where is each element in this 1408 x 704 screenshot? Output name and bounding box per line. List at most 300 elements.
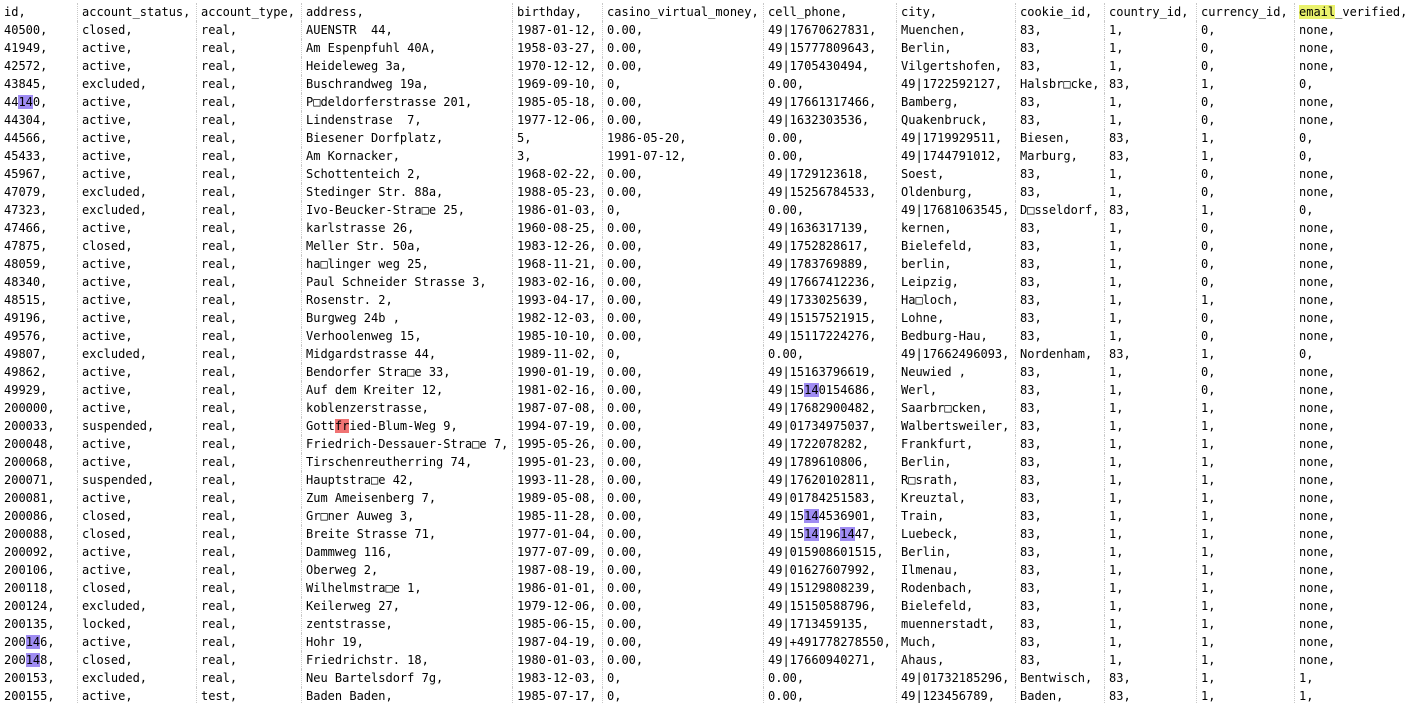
cell-col-10[interactable]: 0,	[1196, 255, 1294, 273]
cell-col-6[interactable]: 49|17660940271,	[763, 651, 896, 669]
cell-col-3[interactable]: Dammweg 116,	[301, 543, 512, 561]
cell-col-11[interactable]: 0,	[1294, 345, 1408, 363]
cell-col-1[interactable]: active,	[77, 309, 196, 327]
cell-col-1[interactable]: suspended,	[77, 417, 196, 435]
cell-col-6[interactable]: 0.00,	[763, 687, 896, 704]
cell-col-0[interactable]: 43845,	[4, 77, 48, 91]
cell-col-10[interactable]: 1,	[1196, 525, 1294, 543]
cell-col-9[interactable]: 83,	[1104, 201, 1196, 219]
cell-col-10[interactable]: 1,	[1196, 147, 1294, 165]
cell-col-5[interactable]: 0.00,	[602, 309, 763, 327]
cell-col-4[interactable]: 1993-11-28,	[512, 471, 602, 489]
cell-col-8[interactable]: 83,	[1015, 327, 1104, 345]
cell-col-4[interactable]: 1987-08-19,	[512, 561, 602, 579]
cell-col-8[interactable]: D□sseldorf,	[1015, 201, 1104, 219]
table-row[interactable]	[0, 201, 1408, 219]
cell-col-5[interactable]: 0.00,	[602, 543, 763, 561]
cell-col-4[interactable]: 1968-02-22,	[512, 165, 602, 183]
cell-col-10[interactable]: 1,	[1196, 507, 1294, 525]
cell-col-9[interactable]: 1,	[1104, 381, 1196, 399]
cell-col-3[interactable]: Paul Schneider Strasse 3,	[301, 273, 512, 291]
table-row[interactable]	[0, 327, 1408, 345]
cell-col-6[interactable]: 49|1705430494,	[763, 57, 896, 75]
cell-col-10[interactable]: 0,	[1196, 363, 1294, 381]
cell-col-7[interactable]: Train,	[896, 507, 1015, 525]
cell-col-0[interactable]: 200146,	[4, 635, 55, 649]
table-row[interactable]	[0, 57, 1408, 75]
cell-col-2[interactable]: real,	[196, 669, 301, 687]
cell-col-5[interactable]: 0.00,	[602, 507, 763, 525]
cell-col-11[interactable]: none,	[1294, 309, 1408, 327]
cell-col-9[interactable]: 83,	[1104, 147, 1196, 165]
cell-col-9[interactable]: 1,	[1104, 435, 1196, 453]
cell-col-5[interactable]: 0.00,	[602, 399, 763, 417]
cell-col-11[interactable]: none,	[1294, 525, 1408, 543]
cell-col-6[interactable]: 49|17670627831,	[763, 21, 896, 39]
cell-col-9[interactable]: 1,	[1104, 39, 1196, 57]
cell-col-5[interactable]: 0.00,	[602, 165, 763, 183]
table-row[interactable]	[0, 165, 1408, 183]
table-row[interactable]	[0, 471, 1408, 489]
cell-col-1[interactable]: active,	[77, 363, 196, 381]
cell-col-4[interactable]: 1980-01-03,	[512, 651, 602, 669]
cell-col-1[interactable]: active,	[77, 381, 196, 399]
cell-col-5[interactable]: 0,	[602, 669, 763, 687]
cell-col-6[interactable]: 0.00,	[763, 75, 896, 93]
cell-col-10[interactable]: 0,	[1196, 21, 1294, 39]
cell-col-8[interactable]: 83,	[1015, 273, 1104, 291]
cell-col-5[interactable]: 0.00,	[602, 111, 763, 129]
cell-col-7[interactable]: R□srath,	[896, 471, 1015, 489]
table-row[interactable]	[0, 435, 1408, 453]
cell-col-6[interactable]: 49|15150588796,	[763, 597, 896, 615]
cell-col-11[interactable]: none,	[1294, 381, 1408, 399]
cell-col-0[interactable]: 49807,	[4, 347, 48, 361]
table-row[interactable]	[0, 687, 1408, 704]
cell-col-8[interactable]: 83,	[1015, 579, 1104, 597]
cell-col-2[interactable]: real,	[196, 525, 301, 543]
cell-col-11[interactable]: 1,	[1294, 669, 1408, 687]
table-row[interactable]	[0, 507, 1408, 525]
cell-col-7[interactable]: Vilgertshofen,	[896, 57, 1015, 75]
cell-col-11[interactable]: none,	[1294, 417, 1408, 435]
header-cell-col-4[interactable]: birthday,	[512, 3, 602, 21]
cell-col-2[interactable]: real,	[196, 633, 301, 651]
cell-col-1[interactable]: active,	[77, 129, 196, 147]
cell-col-10[interactable]: 0,	[1196, 183, 1294, 201]
cell-col-10[interactable]: 0,	[1196, 327, 1294, 345]
cell-col-3[interactable]: zentstrasse,	[301, 615, 512, 633]
cell-col-10[interactable]: 1,	[1196, 75, 1294, 93]
cell-col-3[interactable]: Ivo-Beucker-Stra□e 25,	[301, 201, 512, 219]
cell-col-8[interactable]: 83,	[1015, 165, 1104, 183]
cell-col-4[interactable]: 1977-07-09,	[512, 543, 602, 561]
cell-col-3[interactable]: Midgardstrasse 44,	[301, 345, 512, 363]
table-row[interactable]	[0, 129, 1408, 147]
table-row[interactable]	[0, 39, 1408, 57]
cell-col-1[interactable]: closed,	[77, 21, 196, 39]
cell-col-0[interactable]: 42572,	[4, 59, 48, 73]
table-row[interactable]	[0, 75, 1408, 93]
cell-col-3[interactable]: Oberweg 2,	[301, 561, 512, 579]
cell-col-11[interactable]: none,	[1294, 255, 1408, 273]
cell-col-11[interactable]: none,	[1294, 57, 1408, 75]
cell-col-6[interactable]: 49|15140154686,	[763, 381, 896, 399]
cell-col-2[interactable]: real,	[196, 345, 301, 363]
cell-col-0[interactable]: 49196,	[4, 311, 48, 325]
cell-col-4[interactable]: 1983-12-03,	[512, 669, 602, 687]
table-row[interactable]	[0, 111, 1408, 129]
cell-col-2[interactable]: real,	[196, 291, 301, 309]
cell-col-1[interactable]: active,	[77, 327, 196, 345]
header-cell-col-3[interactable]: address,	[301, 3, 512, 21]
cell-col-11[interactable]: 0,	[1294, 75, 1408, 93]
cell-col-7[interactable]: 49|123456789,	[896, 687, 1015, 704]
cell-col-0[interactable]: 200071,	[4, 473, 55, 487]
table-row[interactable]	[0, 399, 1408, 417]
cell-col-0[interactable]: 47323,	[4, 203, 48, 217]
cell-col-0[interactable]: 44304,	[4, 113, 48, 127]
cell-col-2[interactable]: real,	[196, 21, 301, 39]
cell-col-6[interactable]: 49|01627607992,	[763, 561, 896, 579]
cell-col-2[interactable]: real,	[196, 561, 301, 579]
cell-col-6[interactable]: 49|17667412236,	[763, 273, 896, 291]
cell-col-10[interactable]: 1,	[1196, 399, 1294, 417]
cell-col-1[interactable]: excluded,	[77, 669, 196, 687]
cell-col-7[interactable]: Muenchen,	[896, 21, 1015, 39]
cell-col-10[interactable]: 1,	[1196, 543, 1294, 561]
cell-col-2[interactable]: real,	[196, 543, 301, 561]
cell-col-2[interactable]: real,	[196, 219, 301, 237]
cell-col-3[interactable]: Breite Strasse 71,	[301, 525, 512, 543]
cell-col-10[interactable]: 0,	[1196, 273, 1294, 291]
cell-col-0[interactable]: 48059,	[4, 257, 48, 271]
cell-col-8[interactable]: 83,	[1015, 237, 1104, 255]
table-row[interactable]	[0, 651, 1408, 669]
cell-col-5[interactable]: 0.00,	[602, 219, 763, 237]
cell-col-4[interactable]: 1990-01-19,	[512, 363, 602, 381]
cell-col-11[interactable]: none,	[1294, 291, 1408, 309]
cell-col-1[interactable]: active,	[77, 147, 196, 165]
cell-col-11[interactable]: none,	[1294, 219, 1408, 237]
cell-col-0[interactable]: 200088,	[4, 527, 55, 541]
cell-col-3[interactable]: Biesener Dorfplatz,	[301, 129, 512, 147]
cell-col-7[interactable]: muennerstadt,	[896, 615, 1015, 633]
cell-col-4[interactable]: 1989-05-08,	[512, 489, 602, 507]
cell-col-3[interactable]: Neu Bartelsdorf 7g,	[301, 669, 512, 687]
cell-col-6[interactable]: 49|1783769889,	[763, 255, 896, 273]
cell-col-3[interactable]: Stedinger Str. 88a,	[301, 183, 512, 201]
cell-col-3[interactable]: Am Espenpfuhl 40A,	[301, 39, 512, 57]
cell-col-8[interactable]: 83,	[1015, 633, 1104, 651]
cell-col-10[interactable]: 1,	[1196, 561, 1294, 579]
cell-col-8[interactable]: 83,	[1015, 507, 1104, 525]
cell-col-2[interactable]: real,	[196, 651, 301, 669]
cell-col-6[interactable]: 49|15256784533,	[763, 183, 896, 201]
cell-col-4[interactable]: 1977-12-06,	[512, 111, 602, 129]
cell-col-1[interactable]: active,	[77, 93, 196, 111]
cell-col-10[interactable]: 1,	[1196, 291, 1294, 309]
cell-col-9[interactable]: 83,	[1104, 345, 1196, 363]
cell-col-7[interactable]: Ahaus,	[896, 651, 1015, 669]
cell-col-3[interactable]: Lindenstrase 7,	[301, 111, 512, 129]
cell-col-3[interactable]: Wilhelmstra□e 1,	[301, 579, 512, 597]
cell-col-7[interactable]: Werl,	[896, 381, 1015, 399]
cell-col-1[interactable]: active,	[77, 543, 196, 561]
cell-col-2[interactable]: real,	[196, 237, 301, 255]
cell-col-9[interactable]: 1,	[1104, 237, 1196, 255]
cell-col-2[interactable]: real,	[196, 57, 301, 75]
cell-col-3[interactable]: Am Kornacker,	[301, 147, 512, 165]
cell-col-8[interactable]: 83,	[1015, 651, 1104, 669]
cell-col-9[interactable]: 1,	[1104, 543, 1196, 561]
cell-col-11[interactable]: none,	[1294, 489, 1408, 507]
cell-col-5[interactable]: 0.00,	[602, 417, 763, 435]
cell-col-8[interactable]: Nordenham,	[1015, 345, 1104, 363]
cell-col-1[interactable]: excluded,	[77, 183, 196, 201]
cell-col-9[interactable]: 1,	[1104, 633, 1196, 651]
cell-col-11[interactable]: none,	[1294, 273, 1408, 291]
cell-col-3[interactable]: karlstrasse 26,	[301, 219, 512, 237]
cell-col-7[interactable]: Walbertsweiler,	[896, 417, 1015, 435]
cell-col-1[interactable]: excluded,	[77, 345, 196, 363]
cell-col-1[interactable]: active,	[77, 687, 196, 704]
table-row[interactable]	[0, 561, 1408, 579]
cell-col-2[interactable]: real,	[196, 507, 301, 525]
cell-col-1[interactable]: closed,	[77, 237, 196, 255]
cell-col-5[interactable]: 0.00,	[602, 615, 763, 633]
cell-col-11[interactable]: none,	[1294, 21, 1408, 39]
cell-col-10[interactable]: 0,	[1196, 165, 1294, 183]
cell-col-3[interactable]: Hauptstra□e 42,	[301, 471, 512, 489]
cell-col-0[interactable]: 200135,	[4, 617, 55, 631]
cell-col-2[interactable]: real,	[196, 489, 301, 507]
cell-col-8[interactable]: Marburg,	[1015, 147, 1104, 165]
cell-col-9[interactable]: 1,	[1104, 219, 1196, 237]
cell-col-10[interactable]: 0,	[1196, 309, 1294, 327]
cell-col-2[interactable]: real,	[196, 453, 301, 471]
table-row[interactable]	[0, 381, 1408, 399]
cell-col-3[interactable]: ha□linger weg 25,	[301, 255, 512, 273]
cell-col-2[interactable]: real,	[196, 201, 301, 219]
cell-col-9[interactable]: 1,	[1104, 561, 1196, 579]
cell-col-9[interactable]: 1,	[1104, 579, 1196, 597]
cell-col-7[interactable]: Ilmenau,	[896, 561, 1015, 579]
cell-col-0[interactable]: 200124,	[4, 599, 55, 613]
cell-col-5[interactable]: 0,	[602, 201, 763, 219]
cell-col-5[interactable]: 0.00,	[602, 57, 763, 75]
cell-col-0[interactable]: 40500,	[4, 23, 48, 37]
cell-col-2[interactable]: real,	[196, 597, 301, 615]
cell-col-0[interactable]: 200148,	[4, 653, 55, 667]
cell-col-4[interactable]: 1995-05-26,	[512, 435, 602, 453]
cell-col-6[interactable]: 0.00,	[763, 147, 896, 165]
cell-col-7[interactable]: Oldenburg,	[896, 183, 1015, 201]
cell-col-8[interactable]: 83,	[1015, 435, 1104, 453]
cell-col-6[interactable]: 49|01734975037,	[763, 417, 896, 435]
cell-col-4[interactable]: 1987-04-19,	[512, 633, 602, 651]
cell-col-9[interactable]: 1,	[1104, 615, 1196, 633]
cell-col-7[interactable]: Quakenbruck,	[896, 111, 1015, 129]
cell-col-2[interactable]: real,	[196, 399, 301, 417]
cell-col-11[interactable]: none,	[1294, 597, 1408, 615]
cell-col-6[interactable]: 49|15141961447,	[763, 525, 896, 543]
cell-col-4[interactable]: 1985-06-15,	[512, 615, 602, 633]
cell-col-4[interactable]: 1970-12-12,	[512, 57, 602, 75]
table-row[interactable]	[0, 453, 1408, 471]
cell-col-4[interactable]: 1986-01-01,	[512, 579, 602, 597]
cell-col-7[interactable]: Soest,	[896, 165, 1015, 183]
cell-col-7[interactable]: 49|1744791012,	[896, 147, 1015, 165]
cell-col-0[interactable]: 44140,	[4, 95, 48, 109]
cell-col-10[interactable]: 0,	[1196, 57, 1294, 75]
cell-col-10[interactable]: 0,	[1196, 39, 1294, 57]
cell-col-4[interactable]: 1981-02-16,	[512, 381, 602, 399]
cell-col-3[interactable]: Buschrandweg 19a,	[301, 75, 512, 93]
cell-col-11[interactable]: none,	[1294, 453, 1408, 471]
cell-col-10[interactable]: 0,	[1196, 381, 1294, 399]
cell-col-6[interactable]: 49|01784251583,	[763, 489, 896, 507]
cell-col-4[interactable]: 1987-01-12,	[512, 21, 602, 39]
cell-col-3[interactable]: Bendorfer Stra□e 33,	[301, 363, 512, 381]
cell-col-6[interactable]: 49|+491778278550,	[763, 633, 896, 651]
cell-col-7[interactable]: Kreuztal,	[896, 489, 1015, 507]
cell-col-0[interactable]: 200000,	[4, 401, 55, 415]
cell-col-9[interactable]: 83,	[1104, 129, 1196, 147]
cell-col-8[interactable]: 83,	[1015, 543, 1104, 561]
cell-col-6[interactable]: 49|15777809643,	[763, 39, 896, 57]
cell-col-11[interactable]: 1,	[1294, 687, 1408, 704]
header-cell-col-10[interactable]: currency_id,	[1196, 3, 1294, 21]
cell-col-7[interactable]: 49|1722592127,	[896, 75, 1015, 93]
cell-col-3[interactable]: Friedrich-Dessauer-Stra□e 7,	[301, 435, 512, 453]
cell-col-10[interactable]: 0,	[1196, 237, 1294, 255]
cell-col-1[interactable]: excluded,	[77, 201, 196, 219]
cell-col-7[interactable]: Luebeck,	[896, 525, 1015, 543]
cell-col-4[interactable]: 1979-12-06,	[512, 597, 602, 615]
cell-col-5[interactable]: 0.00,	[602, 435, 763, 453]
cell-col-0[interactable]: 200155,	[4, 689, 55, 703]
cell-col-11[interactable]: none,	[1294, 651, 1408, 669]
cell-col-7[interactable]: Berlin,	[896, 39, 1015, 57]
cell-col-1[interactable]: suspended,	[77, 471, 196, 489]
cell-col-0[interactable]: 200153,	[4, 671, 55, 685]
cell-col-0[interactable]: 49576,	[4, 329, 48, 343]
cell-col-7[interactable]: 49|01732185296,	[896, 669, 1015, 687]
cell-col-7[interactable]: kernen,	[896, 219, 1015, 237]
cell-col-2[interactable]: real,	[196, 417, 301, 435]
cell-col-8[interactable]: Biesen,	[1015, 129, 1104, 147]
cell-col-4[interactable]: 1989-11-02,	[512, 345, 602, 363]
table-row[interactable]	[0, 237, 1408, 255]
cell-col-1[interactable]: active,	[77, 39, 196, 57]
cell-col-0[interactable]: 45433,	[4, 149, 48, 163]
cell-col-1[interactable]: excluded,	[77, 597, 196, 615]
cell-col-2[interactable]: real,	[196, 579, 301, 597]
cell-col-0[interactable]: 200118,	[4, 581, 55, 595]
cell-col-9[interactable]: 1,	[1104, 417, 1196, 435]
cell-col-6[interactable]: 49|1713459135,	[763, 615, 896, 633]
cell-col-2[interactable]: real,	[196, 147, 301, 165]
cell-col-6[interactable]: 0.00,	[763, 345, 896, 363]
cell-col-6[interactable]: 49|15129808239,	[763, 579, 896, 597]
cell-col-5[interactable]: 0.00,	[602, 327, 763, 345]
cell-col-1[interactable]: excluded,	[77, 75, 196, 93]
cell-col-2[interactable]: real,	[196, 435, 301, 453]
header-cell-col-11[interactable]: email_verified,	[1294, 3, 1408, 21]
cell-col-8[interactable]: Baden,	[1015, 687, 1104, 704]
cell-col-1[interactable]: active,	[77, 435, 196, 453]
cell-col-5[interactable]: 0.00,	[602, 471, 763, 489]
cell-col-6[interactable]: 49|17661317466,	[763, 93, 896, 111]
cell-col-2[interactable]: real,	[196, 75, 301, 93]
cell-col-7[interactable]: Bedburg-Hau,	[896, 327, 1015, 345]
cell-col-10[interactable]: 1,	[1196, 651, 1294, 669]
cell-col-3[interactable]: Burgweg 24b ,	[301, 309, 512, 327]
cell-col-5[interactable]: 0.00,	[602, 237, 763, 255]
cell-col-7[interactable]: Neuwied ,	[896, 363, 1015, 381]
cell-col-6[interactable]: 49|1636317139,	[763, 219, 896, 237]
cell-col-11[interactable]: none,	[1294, 363, 1408, 381]
cell-col-2[interactable]: real,	[196, 471, 301, 489]
cell-col-10[interactable]: 1,	[1196, 129, 1294, 147]
cell-col-9[interactable]: 83,	[1104, 669, 1196, 687]
cell-col-3[interactable]: koblenzerstrasse,	[301, 399, 512, 417]
cell-col-2[interactable]: real,	[196, 39, 301, 57]
cell-col-11[interactable]: none,	[1294, 399, 1408, 417]
cell-col-7[interactable]: Berlin,	[896, 543, 1015, 561]
cell-col-9[interactable]: 83,	[1104, 687, 1196, 704]
cell-col-3[interactable]: Auf dem Kreiter 12,	[301, 381, 512, 399]
cell-col-2[interactable]: real,	[196, 327, 301, 345]
table-row[interactable]	[0, 309, 1408, 327]
cell-col-1[interactable]: active,	[77, 57, 196, 75]
cell-col-10[interactable]: 0,	[1196, 111, 1294, 129]
cell-col-8[interactable]: 83,	[1015, 561, 1104, 579]
cell-col-3[interactable]: Tirschenreutherring 74,	[301, 453, 512, 471]
cell-col-6[interactable]: 49|015908601515,	[763, 543, 896, 561]
cell-col-5[interactable]: 0.00,	[602, 651, 763, 669]
cell-col-10[interactable]: 0,	[1196, 93, 1294, 111]
cell-col-4[interactable]: 1993-04-17,	[512, 291, 602, 309]
cell-col-4[interactable]: 1988-05-23,	[512, 183, 602, 201]
cell-col-7[interactable]: Bielefeld,	[896, 237, 1015, 255]
cell-col-3[interactable]: Rosenstr. 2,	[301, 291, 512, 309]
cell-col-5[interactable]: 0.00,	[602, 255, 763, 273]
cell-col-9[interactable]: 1,	[1104, 291, 1196, 309]
cell-col-5[interactable]: 0.00,	[602, 633, 763, 651]
cell-col-0[interactable]: 47466,	[4, 221, 48, 235]
cell-col-9[interactable]: 1,	[1104, 399, 1196, 417]
cell-col-6[interactable]: 0.00,	[763, 669, 896, 687]
cell-col-10[interactable]: 1,	[1196, 201, 1294, 219]
cell-col-9[interactable]: 83,	[1104, 75, 1196, 93]
cell-col-8[interactable]: 83,	[1015, 39, 1104, 57]
cell-col-7[interactable]: Bamberg,	[896, 93, 1015, 111]
cell-col-2[interactable]: real,	[196, 93, 301, 111]
table-row[interactable]	[0, 147, 1408, 165]
cell-col-0[interactable]: 48515,	[4, 293, 48, 307]
header-cell-col-9[interactable]: country_id,	[1104, 3, 1196, 21]
cell-col-3[interactable]: Zum Ameisenberg 7,	[301, 489, 512, 507]
cell-col-9[interactable]: 1,	[1104, 21, 1196, 39]
cell-col-10[interactable]: 1,	[1196, 597, 1294, 615]
cell-col-11[interactable]: none,	[1294, 183, 1408, 201]
cell-col-8[interactable]: 83,	[1015, 489, 1104, 507]
cell-col-9[interactable]: 1,	[1104, 363, 1196, 381]
cell-col-5[interactable]: 0.00,	[602, 453, 763, 471]
cell-col-3[interactable]: Hohr 19,	[301, 633, 512, 651]
